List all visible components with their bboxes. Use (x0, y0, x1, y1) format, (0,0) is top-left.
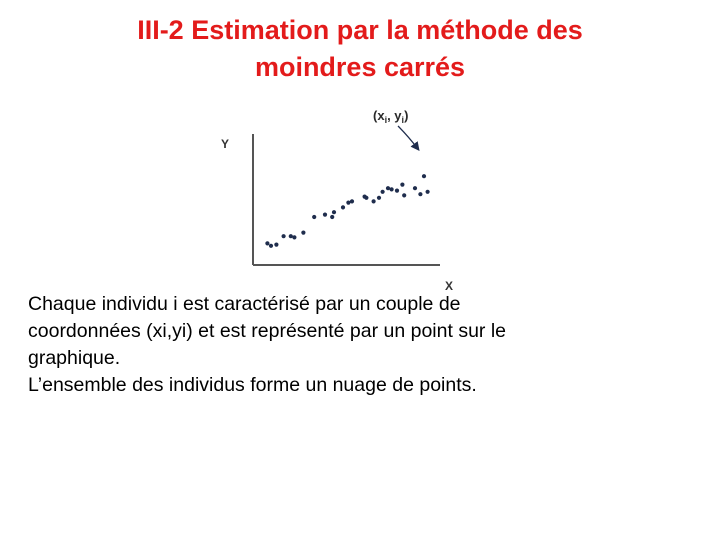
body-text (28, 291, 708, 399)
scatter-point-23 (400, 183, 404, 187)
body-line-1: Chaque individu i est caractérisé par un couple de (28, 293, 461, 315)
scatter-point-25 (413, 186, 417, 190)
scatter-point-24 (402, 193, 406, 197)
scatter-point-3 (274, 243, 278, 247)
scatter-point-14 (350, 199, 354, 203)
scatter-point-20 (386, 186, 390, 190)
x-axis-label: X (445, 279, 454, 293)
body-line-2: coordonnées (xi,yi) et est représenté par un point sur le (28, 320, 507, 342)
scatter-point-28 (426, 190, 430, 194)
scatter-point-6 (292, 235, 296, 239)
scatter-point-18 (377, 196, 381, 200)
body-line-4: L’ensemble des individus forme un nuage de points. (28, 374, 477, 396)
scatter-figure (200, 100, 490, 295)
data-points (265, 174, 429, 248)
scatter-point-1 (265, 241, 269, 245)
scatter-point-5 (289, 234, 293, 238)
scatter-point-7 (301, 231, 305, 235)
scatter-point-10 (330, 215, 334, 219)
scatter-point-26 (418, 192, 422, 196)
scatter-point-17 (372, 199, 376, 203)
scatter-point-2 (269, 244, 273, 248)
slide-title (60, 12, 660, 86)
scatter-point-19 (381, 190, 385, 194)
y-axis-label: Y (221, 137, 230, 151)
scatter-point-12 (341, 205, 345, 209)
scatter-point-9 (323, 213, 327, 217)
slide-title-line-1: III-2 Estimation par la méthode des (137, 15, 583, 45)
scatter-point-4 (282, 234, 286, 238)
annotation-arrow (398, 126, 418, 149)
scatter-point-16 (364, 196, 368, 200)
slide-title-line-2: moindres carrés (254, 52, 466, 82)
scatter-point-27 (422, 174, 426, 178)
scatter-point-8 (312, 215, 316, 219)
scatter-plot (200, 100, 490, 295)
scatter-point-21 (390, 187, 394, 191)
scatter-point-22 (395, 189, 399, 193)
scatter-point-13 (346, 201, 350, 205)
point-annotation-label: ($x_i$, $y_i$) (373, 108, 409, 125)
scatter-point-11 (332, 210, 336, 214)
body-line-3: graphique. (28, 347, 121, 369)
